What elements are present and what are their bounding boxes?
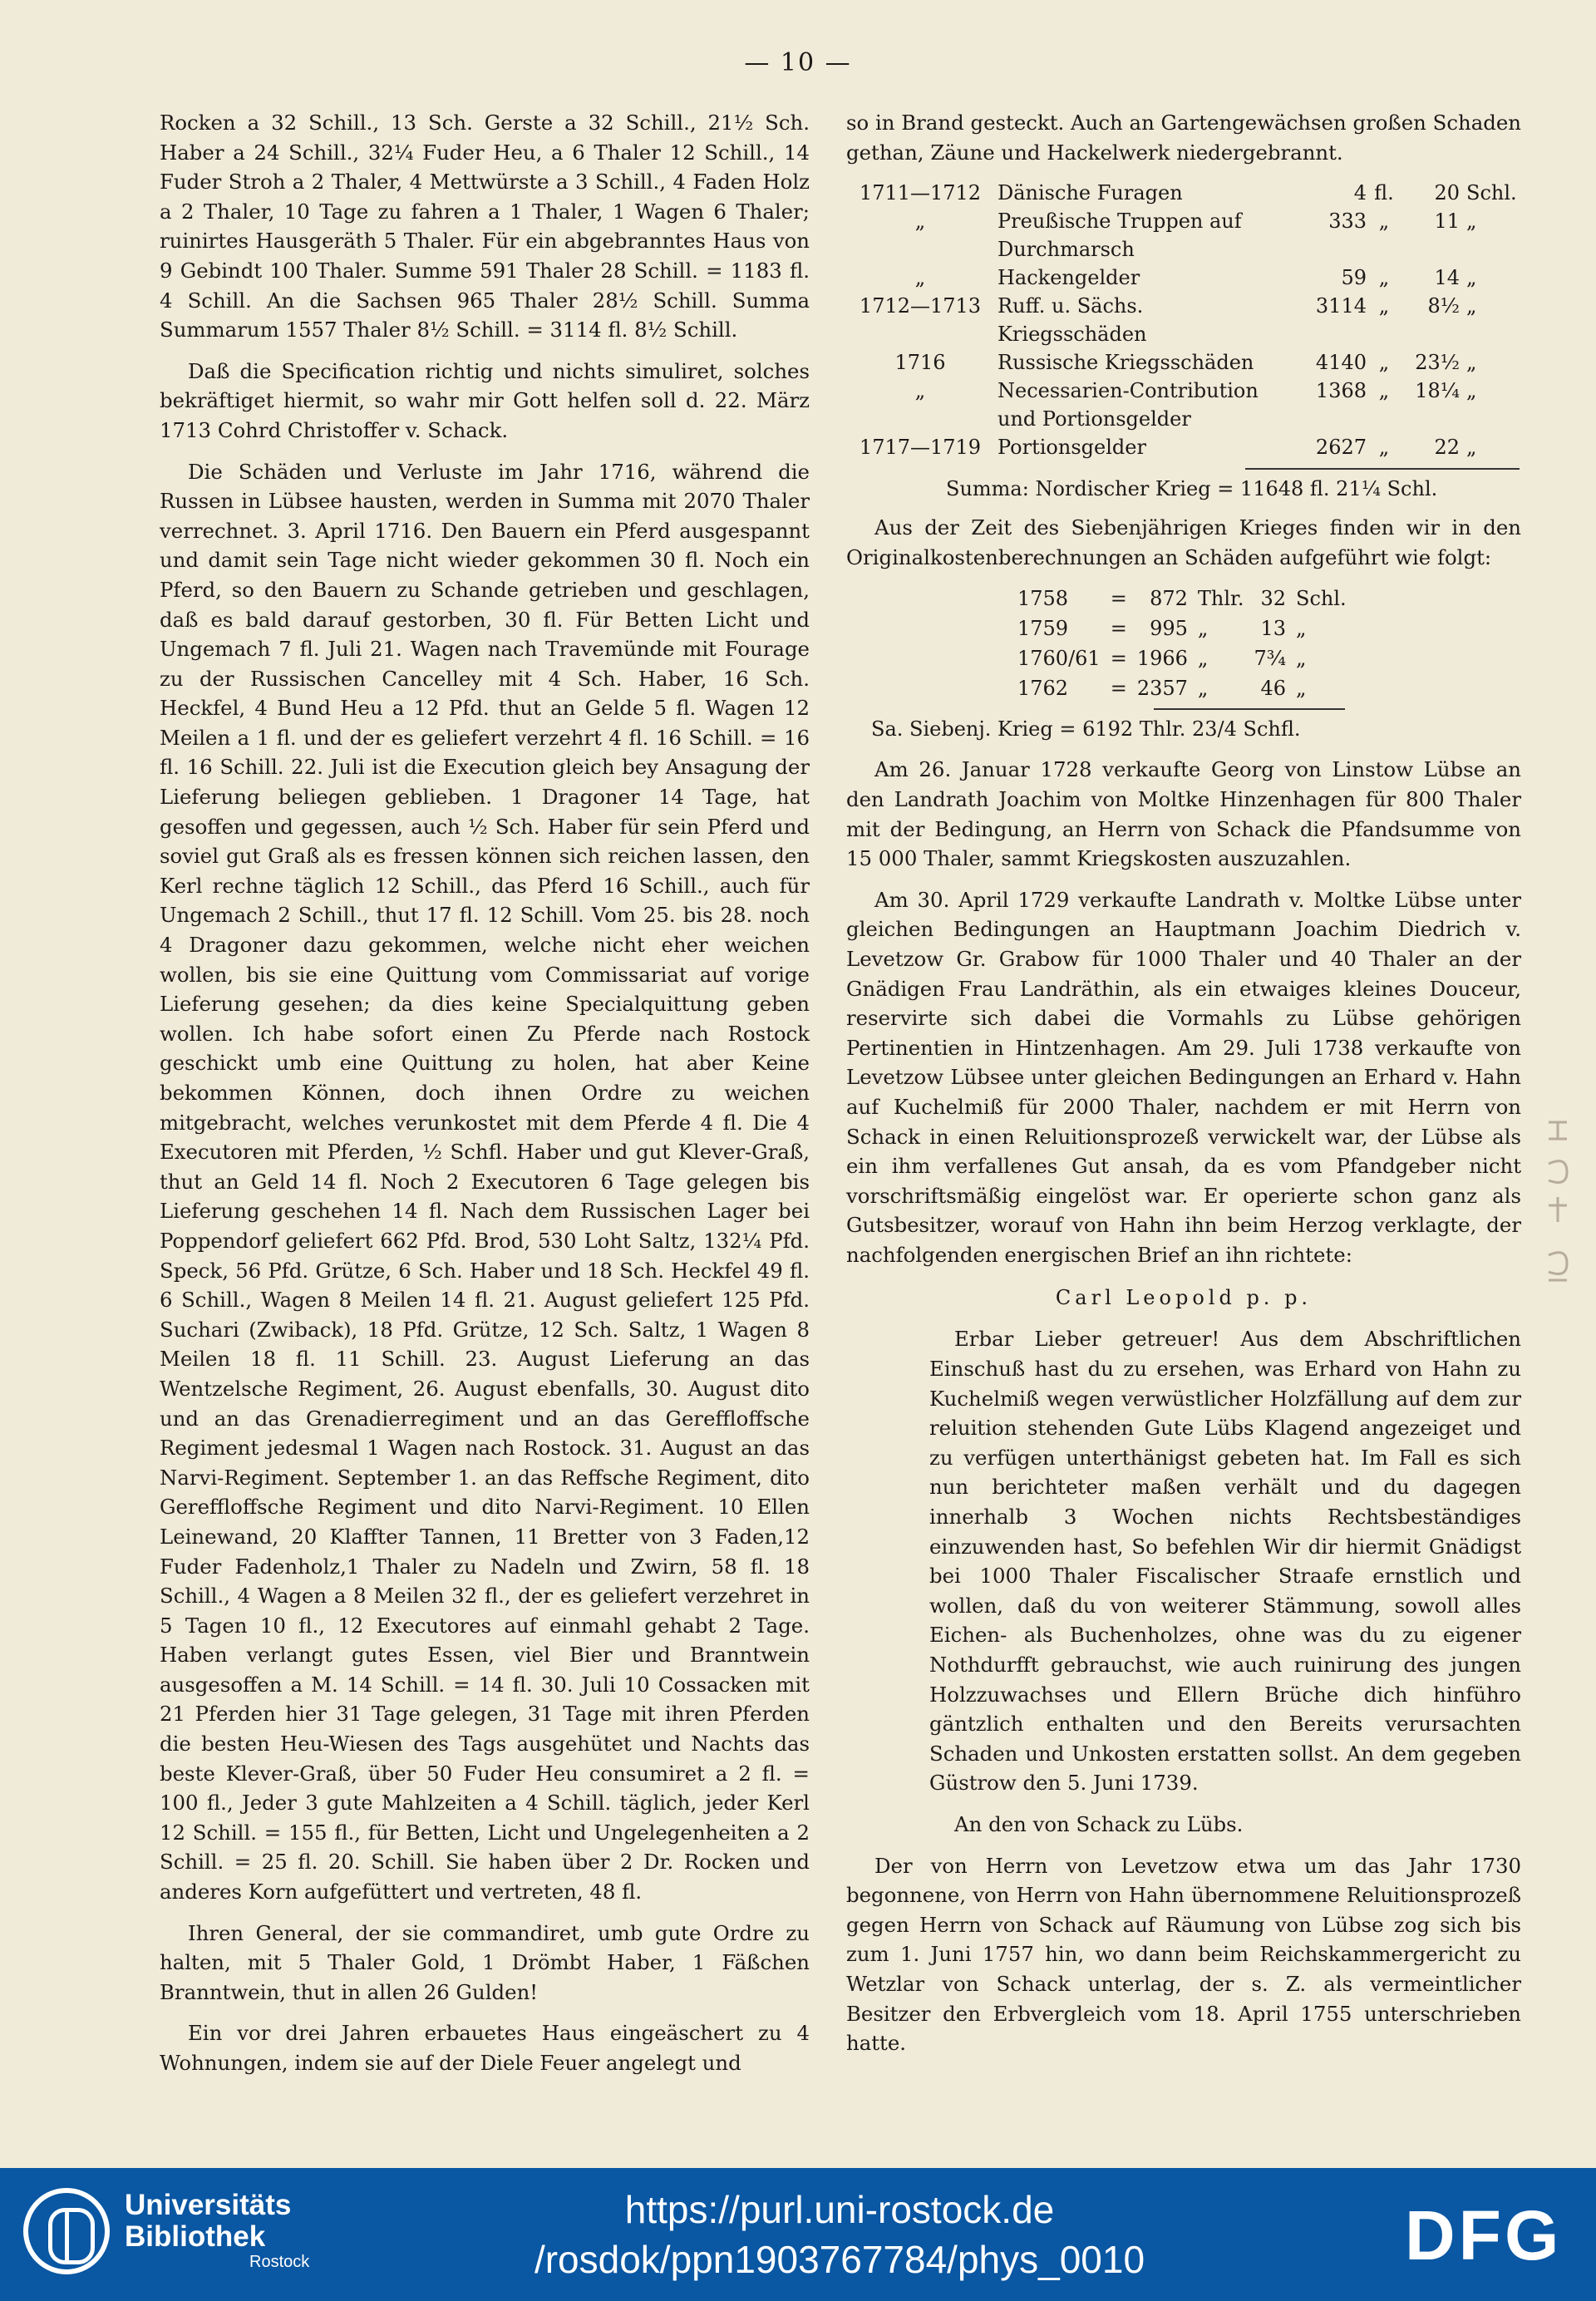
sum-rule — [1154, 708, 1345, 710]
ledger-subunit: „ — [1466, 294, 1477, 318]
letter — [929, 1324, 1521, 1839]
ledger-subamount: 23½ — [1415, 351, 1460, 375]
ledger-row — [846, 377, 1521, 433]
ledger-subamount: 20 — [1434, 181, 1460, 205]
nordic-war-ledger — [846, 179, 1521, 461]
ledger-unit: „ — [1378, 209, 1390, 234]
ledger-amount: 59 — [1341, 266, 1367, 290]
ledger-subamount: 22 — [1434, 436, 1460, 460]
ledger-unit: fl. — [1374, 181, 1394, 205]
seven-years-cell: 1762 — [1017, 677, 1069, 701]
seven-years-cell: 13 — [1260, 617, 1287, 641]
paragraph: Ein vor drei Jahren erbauetes Haus eingeäschert zu 4 Wohnungen, indem sie auf der Diele Feuer angelegt und — [160, 2021, 810, 2075]
ledger-subunit: „ — [1466, 266, 1477, 290]
ledger-amount: 333 — [1328, 209, 1367, 234]
ledger-unit: „ — [1378, 294, 1390, 318]
seven-years-row — [1012, 584, 1352, 613]
ledger-amount: 3114 — [1315, 294, 1367, 318]
seven-years-cell: „ — [1296, 617, 1307, 641]
ledger-sum: Summa: Nordischer Krieg = 11648 fl. 21¼ Schl. — [946, 477, 1438, 501]
ledger-unit: „ — [1378, 351, 1390, 375]
seven-years-cell: 872 — [1150, 587, 1188, 611]
ledger-years: „ — [914, 266, 926, 290]
seven-years-cell: „ — [1197, 677, 1209, 701]
paragraph: Am 26. Januar 1728 verkaufte Georg von Linstow Lübse an den Landrath Joachim von Moltke Hinzenhagen für 800 Thaler mit der Bedingung, an Herrn von Schack die Pfandsumme von 15 000 Thaler, sammt Kriegskosten auszuzahlen. — [846, 757, 1521, 871]
ledger-subunit: „ — [1466, 351, 1477, 375]
seven-years-row — [1012, 643, 1352, 673]
ledger-description: Russische Kriegsschäden — [998, 351, 1254, 375]
seven-years-cell: 1758 — [1017, 587, 1069, 611]
university-library-logo-icon — [23, 2188, 110, 2274]
paragraph: Die Schäden und Verluste im Jahr 1716, während die Russen in Lübsee hausten, werden in Summa mit 2070 Thaler verrechnet. 3. April 1716. Den Bauern ein Pferd ausgespannt und damit sein Tage nicht wieder gekommen 30 fl. Noch ein Pferd, so den Bauern zu Schande getrieben und geschlagen, daß es bald darauf gestorben, 30 fl. Für Betten Licht und Ungemach 7 fl. Juli 21. Wagen nach Travemünde mit Fourage zu der Russischen Cancelley mit 4 Sch. Haber, 16 Sch. Heckfel, 4 Bund Heu a 12 Pfd. thut an Gelde 5 fl. Wagen 12 Meilen a 1 fl. und der es geliefert verzehrt 4 fl. 16 Schill. = 16 fl. 16 Schill. 22. Juli ist die Execution gleich bey Ansagung der Lieferung beliegen geblieben. 1 Dragoner 14 Tage, hat gesoffen und gegessen, auch ½ Sch. Haber für sein Pferd und soviel gut Graß als es fressen können sich reichen lassen, den Kerl rechne täglich 12 Schill., das Pferd 16 Schill., auch für Ungemach 2 Schill., thut 17 fl. 12 Schill. Vom 25. bis 28. noch 4 Dragoner dazu gekommen, welche nicht eher weichen wollen, bis sie eine Quittung vom Commissariat auf vorige Lieferung gesehen; da dies keine Specialquittung geben wollen. Ich habe sofort einen Zu Pferde nach Rostock geschickt umb eine Quittung zu holen, hat aber Keine bekommen Können, doch ihnen Ordre zu weichen mitgebracht, welches verunkostet mit dem Pferde 4 fl. Die 4 Executoren mit Pferden, ½ Schfl. Haber und gut Klever-Graß, thut an Geld 14 fl. Noch 2 Executoren 6 Tage gelegen bis Lieferung geschehen 14 fl. Nach dem Russischen Lager bei Poppendorf geliefert 662 Pfd. Brod, 530 Loht Saltz, 132¼ Pfd. Speck, 56 Pfd. Grütze, 6 Sch. Haber und 18 Sch. Heckfel 49 fl. 6 Schill., Wagen 8 Meilen 14 fl. 21. August geliefert 125 Pfd. Suchari (Zwiback), 18 Pfd. Grütze, 12 Sch. Saltz, 1 Wagen 8 Meilen 18 fl. 11 Schill. 23. August Lieferung an das Wentzelsche Regiment, 26. August ebenfalls, 30. August dito und an das Grenadierregiment und an das Gereffloffsche Regiment jedesmal 1 Wagen nach Rostock. 31. August an das Narvi-Regiment. September 1. an das Reffsche Regiment, dito Gereffloffsche Regiment und dito Narvi-Regiment. 10 Ellen Leinewand, 20 Klaffter Tannen, 11 Bretter von 3 Faden,12 Fuder Fadenholz,1 Thaler zu Nadeln und Zwirn, 58 fl. 18 Schill., 4 Wagen a 8 Meilen 32 fl., der es geliefert verzehret in 5 Tagen 10 fl., 12 Executores auf einmahl gehabt 2 Tage. Haben verlangt gutes Essen, viel Bier und Branntwein ausgesoffen a M. 14 Schill. = 14 fl. 30. Juli 10 Cossacken mit 21 Pferden hier 31 Tage gelegen, 31 Tage mit ihren Pferden die besten Heu-Wiesen des Tags ausgehütet und Nachts das beste Klever-Graß, über 50 Fuder Heu consumiret a 2 fl. = 100 fl., Jeder 3 gute Mahlzeiten a 4 Schill. täglich, jeder Kerl 12 Schill. = 155 fl., für Betten, Licht und Ungelegenheiten a 2 Schill. = 25 fl. 20. Schill. Sie haben über 2 Dr. Rocken und anderes Korn aufgefüttert und vertreten, 48 fl. — [160, 459, 810, 1904]
ledger-amount: 1368 — [1315, 379, 1367, 403]
ledger-row — [846, 207, 1521, 264]
seven-years-cell: = — [1110, 647, 1127, 671]
library-logo-text — [125, 2190, 309, 2271]
ledger-subamount: 8½ — [1427, 294, 1460, 318]
logo-line: Bibliothek — [125, 2220, 266, 2253]
persistent-url[interactable] — [466, 2185, 1214, 2284]
seven-years-cell: 995 — [1150, 617, 1188, 641]
seven-years-cell: 46 — [1260, 677, 1287, 701]
paragraph: Am 30. April 1729 verkaufte Landrath v. Moltke Lübse unter gleichen Bedingungen an Hauptmann Joachim Diedrich v. Levetzow Gr. Grabow für 1000 Thaler und 40 Thaler an der Gnädigen Frau Landräthin, als ein etwaiges kleines Douceur, reservirte sich dabei die Vormahls zu Lübse gehörigen Pertinentien in Hintzenhagen. Am 29. Juli 1738 verkaufte von Levetzow Lübsee unter gleichen Bedingungen an Erhard v. Hahn auf Kuchelmiß für 2000 Thaler, nachdem er mit Herrn von Schack in einen Reluitionsprozeß verwickelt war, der Lübse als ein ihm verfallenes Gut ansah, da es vom Pfandgeber nicht vorschriftsmäßig eingelöst war. Er operierte schon ganz als Gutsbesitzer, worauf von Hahn ihn beim Herzog verklagte, der nachfolgenden energischen Brief an ihn richtete: — [846, 887, 1521, 1267]
paragraph: Rocken a 32 Schill., 13 Sch. Gerste a 32 Schill., 21½ Sch. Haber a 24 Schill., 32¼ Fuder Heu, a 6 Thaler 12 Schill., 14 Fuder Stroh a 2 Thaler, 4 Mettwürste a 3 Schill., 4 Faden Holz a 2 Thaler, 10 Tage zu fahren a 1 Thaler, 1 Wagen 6 Thaler; ruinirtes Hausgeräth 5 Thaler. Für ein abgebranntes Haus von 9 Gebindt 100 Thaler. Summe 591 Thaler 28 Schill. = 1183 fl. 4 Schill. An die Sachsen 965 Thaler 28½ Schill. Summa Summarum 1557 Thaler 8½ Schill. = 3114 fl. 8½ Schill. — [160, 111, 810, 342]
ledger-description: Necessarien-Contribution und Portionsgelder — [998, 379, 1259, 431]
ledger-subunit: „ — [1466, 379, 1477, 403]
ledger-subamount: 18¼ — [1415, 379, 1460, 403]
url-line[interactable]: https://purl.uni-rostock.de — [624, 2188, 1055, 2231]
paragraph: so in Brand gesteckt. Auch an Gartengewächsen großen Schaden gethan, Zäune und Hackelwerk niedergebrannt. — [846, 111, 1521, 165]
seven-years-cell: = — [1110, 617, 1127, 641]
seven-years-cell: „ — [1197, 617, 1209, 641]
seven-years-cell: 1760/61 — [1017, 647, 1101, 671]
footer-band — [0, 2168, 1596, 2301]
paragraph: Ihren General, der sie commandiret, umb gute Ordre zu halten, mit 5 Thaler Gold, 1 Drömbt Haber, 1 Fäßchen Branntwein, thut in allen 26 Gulden! — [160, 1920, 810, 2004]
ledger-years: „ — [914, 209, 926, 234]
seven-years-war-table — [1012, 584, 1352, 703]
ledger-amount: 4 — [1353, 181, 1367, 205]
paragraph: Aus der Zeit des Siebenjährigen Krieges finden wir in den Originalkostenberechnungen an Schäden aufgeführt wie folgt: — [846, 515, 1521, 569]
paragraph: Daß die Specification richtig und nichts simuliret, solches bekräftiget hiermit, so wahr mir Gott helfen soll d. 22. März 1713 Cohrd Christoffer v. Schack. — [160, 358, 810, 442]
seven-years-cell: 1966 — [1136, 647, 1188, 671]
seven-years-cell: = — [1110, 587, 1127, 611]
ledger-row — [846, 433, 1521, 461]
ledger-amount: 4140 — [1315, 351, 1367, 375]
letter-addressee: An den von Schack zu Lübs. — [954, 1811, 1244, 1836]
ledger-years: 1717—1719 — [859, 436, 982, 460]
seven-years-cell: „ — [1296, 677, 1307, 701]
ledger-unit: „ — [1378, 266, 1390, 290]
left-column — [160, 108, 810, 2090]
seven-years-cell: Schl. — [1296, 587, 1347, 611]
ledger-years: 1716 — [894, 351, 946, 375]
page-number: — 10 — — [744, 48, 852, 77]
ledger-years: „ — [914, 379, 926, 403]
ledger-row — [846, 292, 1521, 348]
ledger-subamount: 14 — [1434, 266, 1460, 290]
ledger-amount: 2627 — [1315, 436, 1367, 460]
ledger-subamount: 11 — [1434, 209, 1460, 234]
seven-years-sum: Sa. Siebenj. Krieg = 6192 Thlr. 23/4 Schfl. — [871, 717, 1301, 742]
ledger-unit: „ — [1378, 436, 1390, 460]
right-column — [846, 108, 1521, 2070]
ledger-description: Portionsgelder — [998, 436, 1146, 460]
seven-years-cell: „ — [1296, 647, 1307, 671]
paragraph: Der von Herrn von Levetzow etwa um das Jahr 1730 begonnene, von Herrn von Hahn übernommene Reluitionsprozeß gegen Herrn von Schack auf Räumung von Lübse zog sich bis zum 1. Juni 1757 hin, wo dann beim Reichskammergericht zu Wetzlar von Schack unterlag, der s. Z. als vermeintlicher Besitzer den Erbvergleich vom 18. April 1755 unterschrieben hatte. — [846, 1853, 1521, 2056]
ledger-description: Ruff. u. Sächs. Kriegsschäden — [998, 294, 1147, 347]
ledger-description: Dänische Furagen — [998, 181, 1183, 205]
library-stamp-icon — [1542, 1114, 1575, 1297]
url-line[interactable]: /rosdok/ppn1903767784/phys_0010 — [534, 2238, 1145, 2281]
logo-line: Rostock — [249, 2253, 310, 2271]
seven-years-cell: „ — [1197, 647, 1209, 671]
ledger-subunit: „ — [1466, 436, 1477, 460]
ledger-row — [846, 264, 1521, 292]
letter-body: Erbar Lieber getreuer! Aus dem Abschriftlichen Einschuß hast du zu ersehen, was Erhard von Hahn zu Kuchelmiß wegen verwüstlicher Holzfällung auf dem zur reluition stehenden Gute Lübs Klagend angezeiget und zu verfügen unterthänigst gebeten hat. Im Fall es sich nun berichteter maßen verhält und du dagegen innerhalb 3 Wochen nichts Rechtsbeständiges einzuwenden hast, So befehlen Wir dir hiermit Gnädigst bei 1000 Thaler Fiscalischer Straafe ernstlich und wollen, daß du von weiterer Stämmung, sowoll alles Eichen- als Buchenholzes, ohne was du zu eigener Nothdurfft gebrauchst, wie auch ruinirung des jungen Holzzuwachses und Ellern Brüche dich hinführo gäntzlich enthalten und den Bereits verursachten Schaden und Unkosten erstatten sollst. An dem gegeben Güstrow den 5. Juni 1739. — [929, 1327, 1521, 1796]
ledger-row — [846, 348, 1521, 377]
ledger-subunit: Schl. — [1466, 181, 1517, 205]
seven-years-cell: = — [1110, 677, 1127, 701]
seven-years-cell: 32 — [1260, 587, 1287, 611]
seven-years-cell: 2357 — [1136, 677, 1188, 701]
letter-heading: Carl Leopold p. p. — [1055, 1286, 1313, 1310]
ledger-subunit: „ — [1466, 209, 1477, 234]
seven-years-row — [1012, 613, 1352, 643]
ledger-years: 1711—1712 — [859, 181, 982, 205]
ledger-years: 1712—1713 — [859, 294, 982, 318]
seven-years-cell: Thlr. — [1197, 587, 1244, 611]
dfg-logo: DFG — [1405, 2196, 1563, 2274]
logo-line: Universitäts — [125, 2189, 292, 2221]
ledger-unit: „ — [1378, 379, 1390, 403]
seven-years-row — [1012, 673, 1352, 703]
sum-rule — [1245, 468, 1520, 470]
ledger-description: Preußische Truppen auf Durchmarsch — [998, 209, 1242, 262]
seven-years-cell: 7¾ — [1254, 647, 1287, 671]
ledger-row — [846, 179, 1521, 207]
ledger-description: Hackengelder — [998, 266, 1140, 290]
seven-years-cell: 1759 — [1017, 617, 1069, 641]
